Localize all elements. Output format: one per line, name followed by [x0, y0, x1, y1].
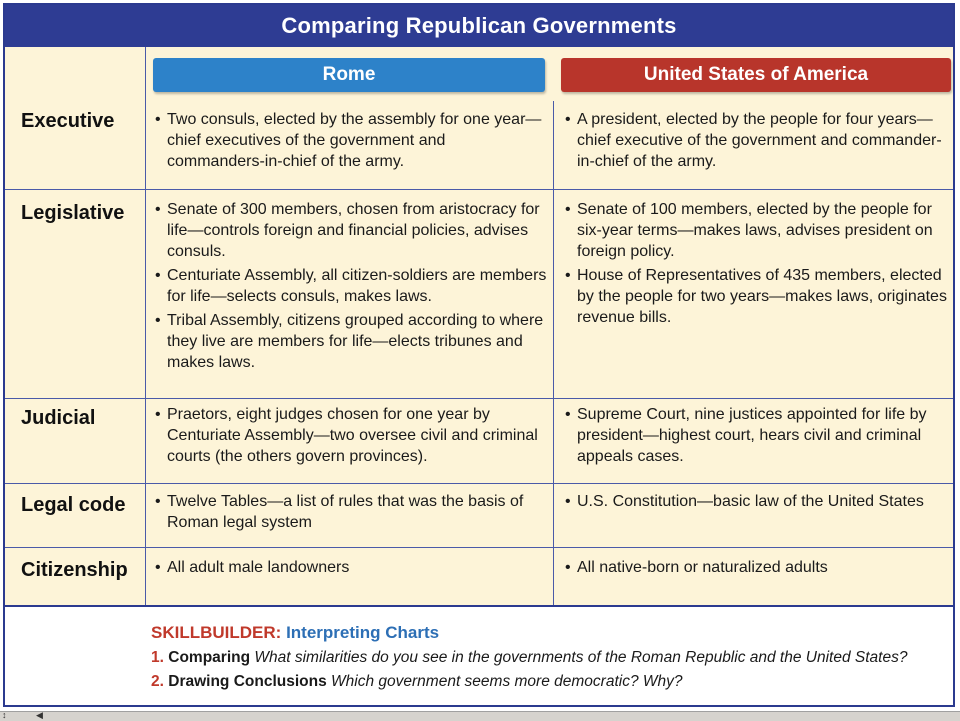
list-item: • Senate of 300 members, chosen from aristocracy for life—controls foreign and financial policies, advises consuls.: [155, 199, 547, 262]
skillbuilder-heading: Interpreting Charts: [286, 623, 440, 642]
comparison-table: [5, 47, 953, 605]
column-divider-middle: [553, 101, 554, 605]
question-text: What similarities do you see in the governments of the Roman Republic and the United States?: [254, 649, 908, 666]
list-item: • Two consuls, elected by the assembly for one year—chief executives of the government and commanders-in-chief of the army.: [155, 109, 547, 172]
question-item: [151, 649, 907, 667]
list-item: • U.S. Constitution—basic law of the United States: [565, 491, 953, 512]
question-item: [151, 673, 683, 691]
list-item: • Centuriate Assembly, all citizen-soldiers are members for life—selects consuls, makes laws.: [155, 265, 547, 307]
cell-executive-rome: [155, 109, 547, 175]
list-item: • Praetors, eight judges chosen for one year by Centuriate Assembly—two oversee civil and criminal courts (the others govern provinces).: [155, 404, 547, 467]
list-item: • Supreme Court, nine justices appointed for life by president—highest court, hears civil and criminal appeals cases.: [565, 404, 953, 467]
question-label: Comparing: [168, 649, 251, 666]
question-text: Which government seems more democratic? Why?: [331, 673, 683, 690]
row-label-executive: Executive: [21, 110, 115, 132]
cell-legal-code-rome: [155, 491, 547, 536]
resize-grip-icon[interactable]: ↕: [2, 710, 7, 720]
cell-judicial-rome: [155, 404, 547, 470]
cell-judicial-usa: [565, 404, 953, 470]
skillbuilder-panel: [5, 605, 953, 705]
row-divider: [5, 189, 953, 190]
list-item: • House of Representatives of 435 members, elected by the people for two years—makes laws, originates revenue bills.: [565, 265, 953, 328]
list-item: • All adult male landowners: [155, 557, 547, 578]
list-item: • Tribal Assembly, citizens grouped according to where they live are members for life—elects tribunes and makes laws.: [155, 310, 547, 373]
cell-legislative-rome: [155, 199, 547, 376]
row-label-citizenship: Citizenship: [21, 559, 128, 581]
list-item: • A president, elected by the people for four years—chief executive of the government and commander-in-chief of the army.: [565, 109, 953, 172]
column-header-rome: Rome: [153, 58, 545, 92]
question-label: Drawing Conclusions: [168, 673, 327, 690]
cell-legal-code-usa: [565, 491, 953, 515]
comparison-chart: [3, 3, 955, 707]
row-divider: [5, 398, 953, 399]
question-number: 1.: [151, 649, 164, 666]
row-label-judicial: Judicial: [21, 407, 96, 429]
chart-title: Comparing Republican Governments: [5, 5, 953, 47]
column-header-usa: United States of America: [561, 58, 951, 92]
scroll-left-icon[interactable]: ◀: [36, 710, 43, 720]
cell-executive-usa: [565, 109, 953, 175]
row-label-legal-code: Legal code: [21, 494, 126, 516]
list-item: • Senate of 100 members, elected by the people for six-year terms—makes laws, advises president on foreign policy.: [565, 199, 953, 262]
list-item: • All native-born or naturalized adults: [565, 557, 953, 578]
row-divider: [5, 547, 953, 548]
list-item: • Twelve Tables—a list of rules that was the basis of Roman legal system: [155, 491, 547, 533]
cell-citizenship-rome: [155, 557, 547, 581]
row-divider: [5, 483, 953, 484]
cell-legislative-usa: [565, 199, 953, 331]
column-divider-left: [145, 47, 146, 605]
row-label-legislative: Legislative: [21, 202, 125, 224]
skillbuilder-prefix: SKILLBUILDER:: [151, 623, 282, 642]
question-number: 2.: [151, 673, 164, 690]
cell-citizenship-usa: [565, 557, 953, 581]
skillbuilder-title: [151, 623, 439, 643]
